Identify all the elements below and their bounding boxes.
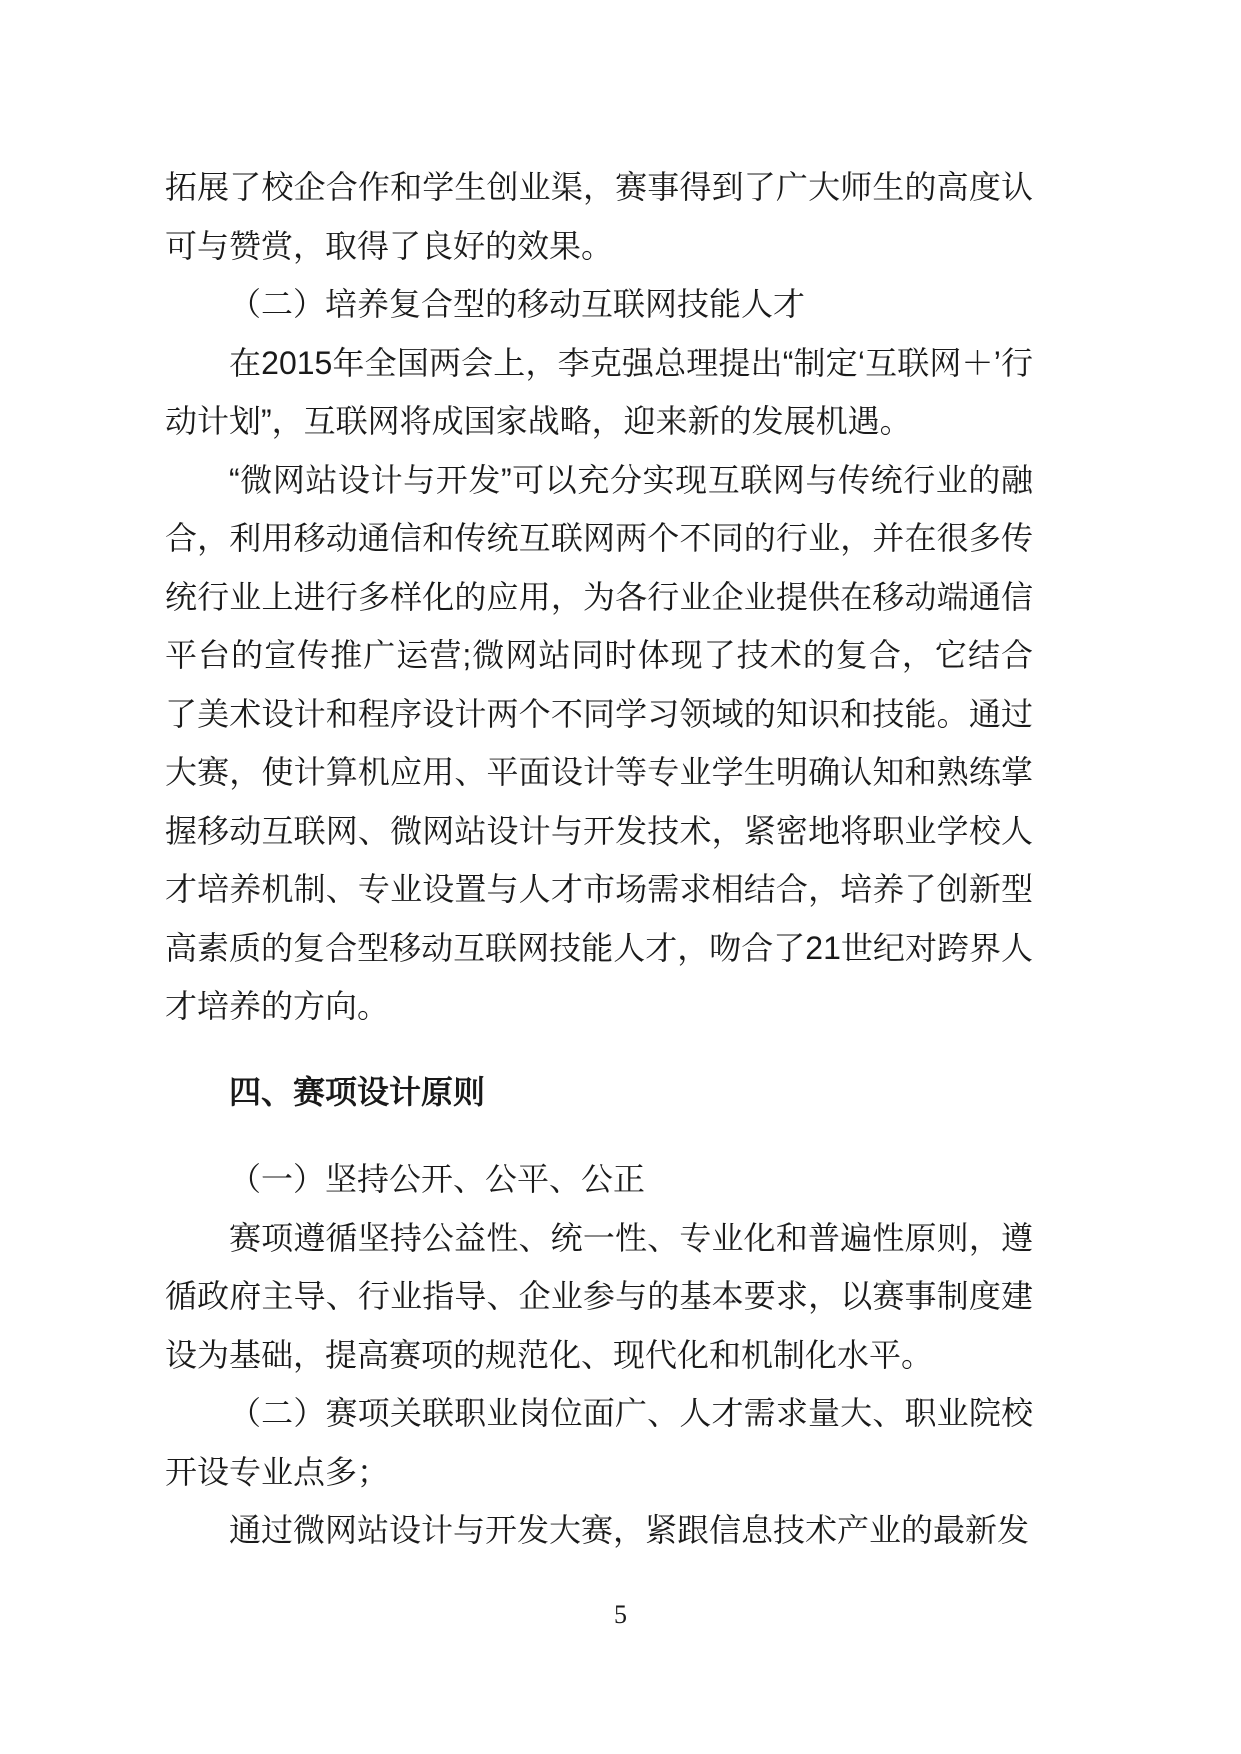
paragraph-competition-trends: 通过微网站设计与开发大赛，紧跟信息技术产业的最新发: [229, 1512, 1030, 1548]
page-number: 5: [614, 1600, 627, 1629]
document-body: [165, 158, 1033, 1560]
paragraph-microsite-development: “微网站设计与开发”可以充分实现互联网与传统行业的融合，利用移动通信和传统互联网两个不同的行业，并在很多传统行业上进行多样化的应用，为各行业企业提供在移动端通信平台的宣传推广运营;微网站同时体现了技术的复合，它结合了美术设计和程序设计两个不同学习领域的知识和技能。通过大赛，使计算机应用、平面设计等专业学生明确认知和熟练掌握移动互联网、微网站设计与开发技术，紧密地将职业学校人才培养机制、专业设置与人才市场需求相结合，培养了创新型高素质的复合型移动互联网技能人才，吻合了21世纪对跨界人才培养的方向。: [165, 461, 1033, 1024]
section-heading-design-principles: 四、赛项设计原则: [229, 1073, 486, 1110]
subsection-heading-job-relevance: （二）赛项关联职业岗位面广、人才需求量大、职业院校开设专业点多；: [165, 1395, 1033, 1490]
paragraph-continuation: 拓展了校企合作和学生创业渠，赛事得到了广大师生的高度认可与赞赏，取得了良好的效果。: [165, 169, 1033, 264]
subsection-heading-talent: （二）培养复合型的移动互联网技能人才: [229, 286, 806, 322]
subsection-heading-fairness: （一）坚持公开、公平、公正: [229, 1161, 646, 1197]
paragraph-principles: 赛项遵循坚持公益性、统一性、专业化和普遍性原则，遵循政府主导、行业指导、企业参与的基本要求，以赛事制度建设为基础，提高赛项的规范化、现代化和机制化水平。: [165, 1219, 1033, 1373]
paragraph-two-sessions: 在2015年全国两会上，李克强总理提出“制定‘互联网＋’行动计划”，互联网将成国家战略，迎来新的发展机遇。: [165, 344, 1033, 439]
